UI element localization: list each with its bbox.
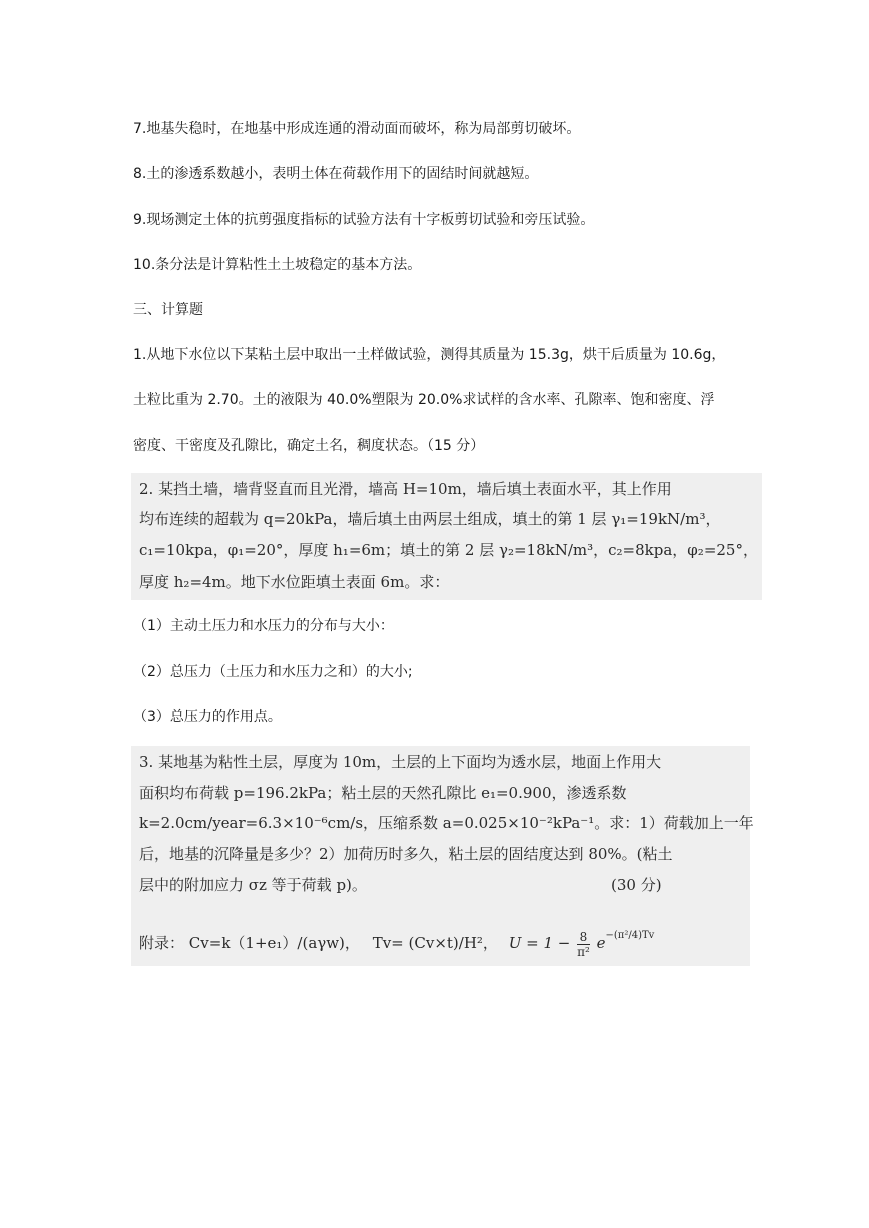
problem2-question: （1）主动土压力和水压力的分布与大小： — [133, 618, 394, 634]
formula-u-e: e — [596, 934, 606, 952]
problem3-line: 层中的附加应力 σz 等于荷载 p)。 — [139, 876, 367, 894]
problem2-line: c₁=10kpa，φ₁=20°，厚度 h₁=6m；填土的第 2 层 γ₂=18kN/m³，c₂=8kpa，φ₂=25°， — [139, 541, 758, 559]
problem3-line: k=2.0cm/year=6.3×10⁻⁶cm/s，压缩系数 a=0.025×10⁻²kPa⁻¹。求：1）荷载加上一年 — [139, 814, 754, 832]
problem2-line: 均布连续的超载为 q=20kPa，墙后填土由两层土组成，填土的第 1 层 γ₁=19kN/m³， — [139, 510, 721, 528]
formula-u-fraction — [577, 930, 590, 959]
formula-u-exp: −(π²/4)Tv — [605, 930, 655, 941]
section-title: 三、计算题 — [133, 302, 203, 318]
problem1-line: 密度、干密度及孔隙比，确定土名，稠度状态。（15 分） — [133, 438, 485, 454]
judgement-item-9: 9.现场测定土体的抗剪强度指标的试验方法有十字板剪切试验和旁压试验。 — [133, 212, 595, 228]
problem-2-scan — [131, 473, 762, 600]
judgement-item-8: 8.土的渗透系数越小，表明土体在荷载作用下的固结时间就越短。 — [133, 166, 539, 182]
problem1-line: 土粒比重为 2.70。土的液限为 40.0%塑限为 20.0%求试样的含水率、孔隙率、饱和密度、浮 — [133, 392, 715, 408]
appendix-formulas — [139, 926, 654, 959]
problem3-line: 3. 某地基为粘性土层，厚度为 10m，土层的上下面均为透水层，地面上作用大 — [139, 753, 662, 771]
problem2-line: 2. 某挡土墙，墙背竖直而且光滑，墙高 H=10m，墙后填土表面水平，其上作用 — [139, 480, 672, 498]
formula-tv: Tv= (Cv×t)/H²， — [372, 934, 498, 952]
judgement-item-10: 10.条分法是计算粘性土土坡稳定的基本方法。 — [133, 257, 422, 273]
problem2-question: （2）总压力（土压力和水压力之和）的大小; — [133, 664, 413, 680]
judgement-item-7: 7.地基失稳时，在地基中形成连通的滑动面而破坏，称为局部剪切破坏。 — [133, 121, 581, 137]
problem2-line: 厚度 h₂=4m。地下水位距填土表面 6m。求： — [139, 573, 450, 591]
formula-u-num: 8 — [577, 930, 590, 945]
formula-u-den: π² — [577, 944, 590, 959]
problem2-question: （3）总压力的作用点。 — [133, 709, 282, 725]
problem3-line: 面积均布荷载 p=196.2kPa；粘土层的天然孔隙比 e₁=0.900，渗透系数 — [139, 784, 627, 802]
appendix-label: 附录： — [139, 934, 185, 952]
problem-3-scan — [131, 746, 754, 966]
problem1-line: 1.从地下水位以下某粘土层中取出一土样做试验，测得其质量为 15.3g，烘干后质量为 10.6g， — [133, 347, 726, 363]
problem3-line: 后，地基的沉降量是多少？2）加荷历时多久，粘土层的固结度达到 80%。(粘土 — [139, 845, 673, 863]
problem3-score: (30 分) — [611, 876, 662, 894]
formula-u-left: U = 1 − — [508, 934, 571, 952]
formula-cv: Cv=k（1+e₁）/(aγw)， — [188, 934, 360, 952]
